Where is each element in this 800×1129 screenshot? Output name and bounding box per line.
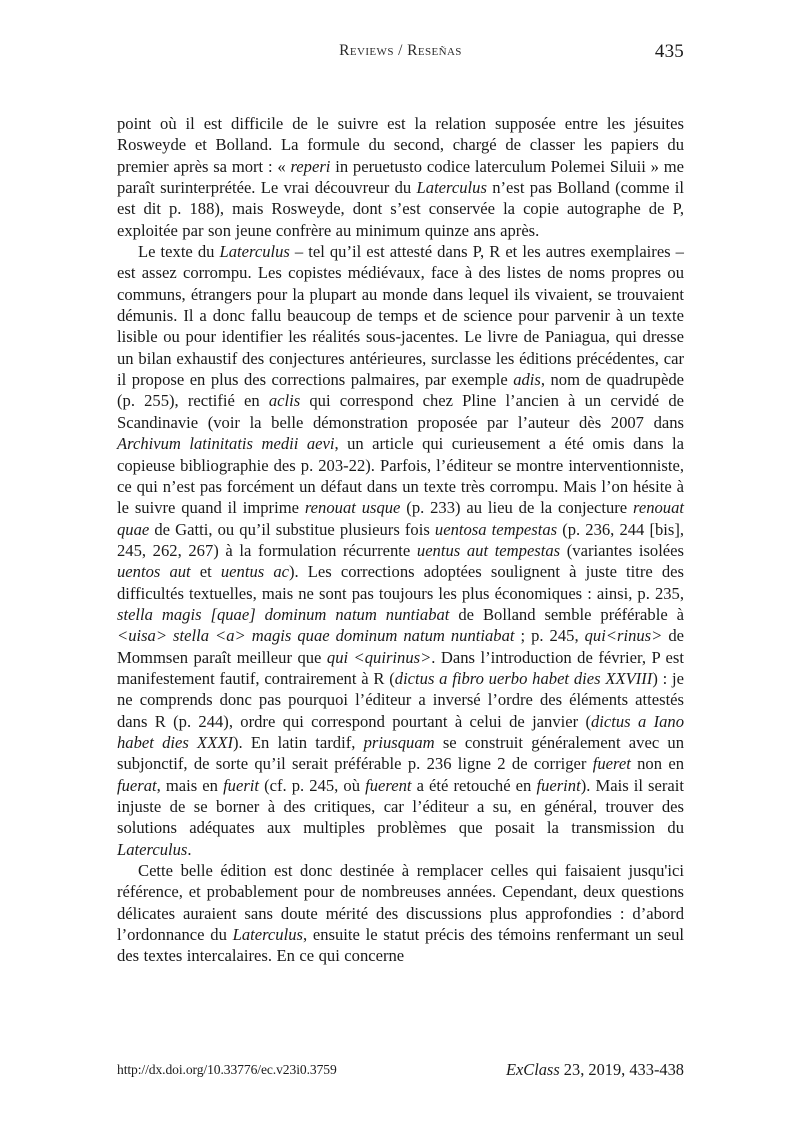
journal-title: ExClass <box>505 1060 560 1079</box>
journal-citation-detail: 23, 2019, 433-438 <box>559 1060 684 1079</box>
para-2 <box>117 241 684 860</box>
text-run: , ensuite le statut précis des témoins renfermant un seul des textes intercalaires. En ce qui concerne <box>117 925 684 966</box>
italic-run: Laterculus <box>416 178 487 198</box>
text-run: ). En latin tardif, <box>233 732 364 752</box>
text-run: (variantes isolées <box>560 540 684 560</box>
italic-run: Laterculus <box>232 925 303 945</box>
italic-run: renouat quae <box>117 498 685 539</box>
text-run: qui correspond chez Pline l’ancien à un cervidé de Scandinavie (voir la belle démonstration proposée par l’auteur dès 2007 dans <box>117 391 684 432</box>
page-footer <box>117 1062 684 1084</box>
text-run: ). Les corrections adoptées soulignent à juste titre des difficultés textuelles, mais ne sont pas toujours les plus économiques : ainsi, p. 235, <box>117 562 685 603</box>
text-run: – tel qu’il est attesté dans P, R et les autres exemplaires – est assez corrompu. Les copistes médiévaux, face à des listes de noms propres ou communs, étrangers pour la plupart au monde dans lequel ils vivaient, se trouvaient démunis. Il a donc fallu beaucoup de temps et de science pour parvenir à un texte lisible ou pour identifier les réalités sous-jacentes. Le livre de Paniagua, qui dresse un bilan exhaustif des conjectures antérieures, surclasse les éditions précédentes, car il propose en plus des corrections palmaires, par exemple <box>117 242 684 390</box>
italic-run: fuerint <box>536 775 581 795</box>
para-1 <box>117 113 684 241</box>
text-run: Le texte du <box>138 242 220 262</box>
text-run: (cf. p. 245, où <box>259 775 366 795</box>
italic-run: stella magis [quae] dominum natum nuntiabat <box>117 604 450 624</box>
text-run: point où il est difficile de le suivre est la relation supposée entre les jésuites Rosweyde et Bolland. La formule du second, chargé de classer les papiers du premier après sa mort : « <box>117 114 684 176</box>
journal-citation <box>506 1060 684 1080</box>
italic-run: aclis <box>268 391 301 411</box>
text-run: , nom de quadrupède (p. 255), rectifié en <box>117 370 684 411</box>
page-number: 435 <box>654 41 684 62</box>
italic-run: dictus a Iano habet dies XXXI <box>117 711 684 752</box>
text-run: se construit généralement avec un subjonctif, de sorte qu’il serait préférable p. 236 ligne 2 de corriger <box>117 732 685 774</box>
text-run: non en <box>630 754 684 774</box>
text-run: ; p. 245, <box>514 626 585 646</box>
italic-run: fueret <box>592 754 631 774</box>
italic-run: qui<rinus> <box>584 626 663 646</box>
text-run: n’est pas Bolland (comme il est dit p. 188), mais Rosweyde, dont s’est conservée la copie autographe de P, exploitée par son jeune confrère au minimum quinze ans après. <box>117 178 684 240</box>
text-run: Cette belle édition est donc destinée à remplacer celles qui faisaient jusqu'ici référence, et probablement pour de nombreuses années. Cependant, deux questions délicates auraient sans doute mérité des discussions plus approfondies : d’abord l’ordonnance du <box>117 861 684 945</box>
text-run: (p. 233) au lieu de la conjecture <box>400 498 633 518</box>
text-run: (p. 236, 244 [bis], 245, 262, 267) à la formulation récurrente <box>117 519 685 560</box>
italic-run: renouat usque <box>304 498 401 518</box>
text-run: ) : je ne comprends donc pas pourquoi l’éditeur a inversé l’ordre des éléments attestés dans R (p. 244), ordre qui correspond pourtant à celui de janvier ( <box>117 668 684 731</box>
text-run: . Dans l’introduction de février, P est manifestement fautif, contrairement à R ( <box>117 647 684 688</box>
text-run: de Gatti, ou qu’il substitue plusieurs fois <box>149 519 435 539</box>
text-run: in peruetusto codice laterculum Polemei Siluii » me paraît surinterprétée. Le vrai découvreur du <box>117 156 684 198</box>
running-head <box>117 42 684 66</box>
italic-run: <uisa> stella <a> magis quae dominum natum nuntiabat <box>117 626 515 646</box>
italic-run: uentos aut <box>117 562 191 582</box>
italic-run: Archivum latinitatis medii aevi <box>117 434 335 454</box>
doi-link[interactable]: http://dx.doi.org/10.33776/ec.v23i0.3759 <box>117 1062 337 1077</box>
text-run: et <box>190 562 221 582</box>
italic-run: Laterculus <box>117 839 188 859</box>
italic-run: fuerent <box>365 775 412 795</box>
italic-run: adis <box>513 370 541 390</box>
italic-run: fuerat <box>117 775 157 795</box>
text-run: ). Mais il serait injuste de se borner à des critiques, car l’éditeur a su, en général, trouver des solutions adéquates aux multiples problèmes que posait la transmission du <box>117 775 684 838</box>
italic-run: uentus aut tempestas <box>416 540 561 560</box>
italic-run: uentus ac <box>220 562 289 582</box>
italic-run: fuerit <box>223 775 260 795</box>
text-run: , mais en <box>156 775 224 795</box>
body-text-block <box>117 113 684 967</box>
text-run: a été retouché en <box>411 775 537 795</box>
text-run: de Mommsen paraît meilleur que <box>117 626 684 667</box>
italic-run: dictus a fibro uerbo habet dies XXVIII <box>394 668 653 688</box>
text-run: . <box>187 839 192 859</box>
italic-run: priusquam <box>363 732 435 752</box>
text-run: , un article qui curieusement a été omis dans la copieuse bibliographie des p. 203-22). Parfois, l’éditeur se montre interventionniste, ce qui n’est pas forcément un défaut dans un texte très corrompu. Mais l’on hésite à le suivre quand il imprime <box>117 434 684 518</box>
italic-run: reperi <box>290 156 331 176</box>
running-head-title: Reviews / Reseñas <box>339 42 462 59</box>
italic-run: Laterculus <box>219 242 290 262</box>
text-run: de Bolland semble préférable à <box>449 604 684 624</box>
italic-run: qui <quirinus> <box>326 647 432 667</box>
italic-run: uentosa tempestas <box>434 519 558 539</box>
para-3 <box>117 860 684 967</box>
